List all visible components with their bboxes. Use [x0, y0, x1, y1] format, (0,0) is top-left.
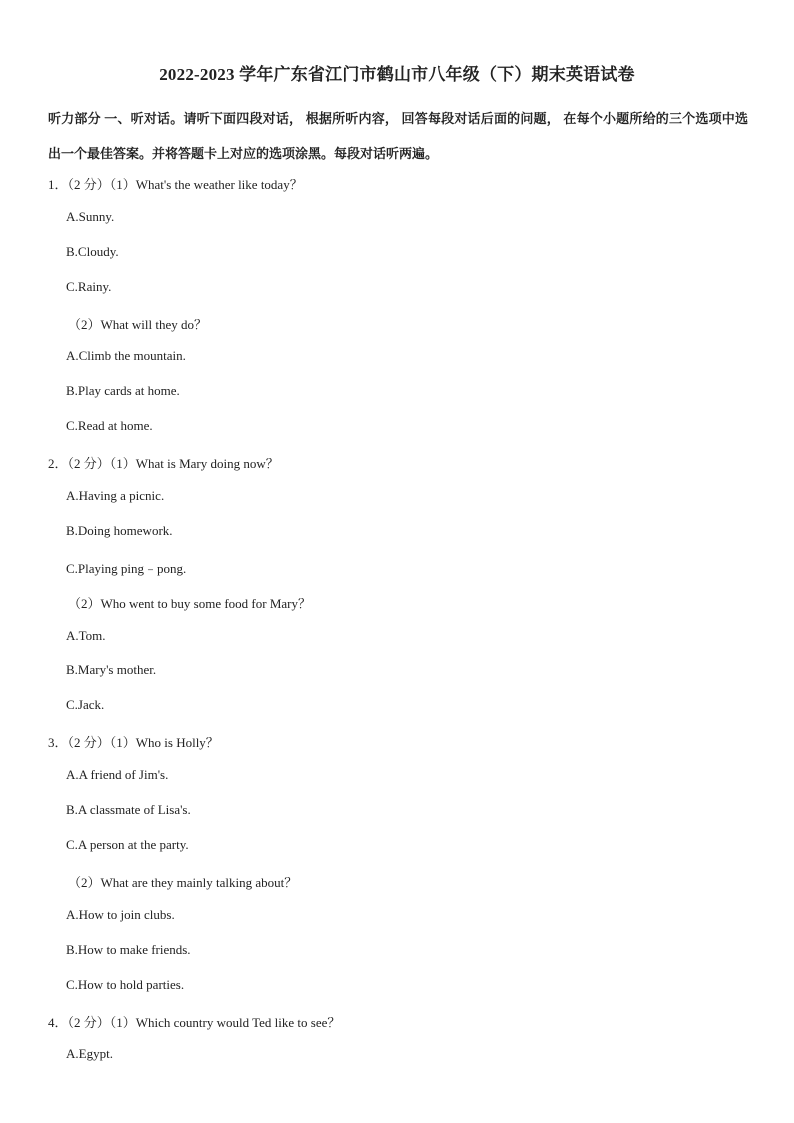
- answer-option: A.Tom.: [66, 628, 106, 643]
- answer-option: C.How to hold parties.: [66, 977, 185, 992]
- listening-instructions: 听力部分 一、听对话。请听下面四段对话， 根据所听内容， 回答每段对话后面的问题， 在每个小题所给的三个选项中选出一个最佳答案。并将答题卡上对应的选项涂黑。每段对话听两遍。: [48, 111, 748, 161]
- question-header: 1．（2 分）（1）What's the weather like today？: [48, 177, 303, 192]
- sub-question: （2）What will they do？: [68, 317, 208, 332]
- answer-option: B.How to make friends.: [66, 942, 191, 957]
- answer-option: A.Climb the mountain.: [66, 348, 186, 363]
- answer-option: A.A friend of Jim's.: [66, 767, 169, 782]
- answer-option: B.Play cards at home.: [66, 383, 180, 398]
- answer-option: A.Sunny.: [66, 209, 115, 224]
- sub-question: （2）Who went to buy some food for Mary？: [68, 596, 311, 611]
- question-header: 2．（2 分）（1）What is Mary doing now？: [48, 456, 279, 471]
- answer-option: C.Jack.: [66, 697, 105, 712]
- question-header: 3．（2 分）（1）Who is Holly？: [48, 735, 219, 750]
- answer-option: C.A person at the party.: [66, 837, 189, 852]
- answer-option: B.A classmate of Lisa's.: [66, 802, 191, 817]
- question-header: 4．（2 分）（1）Which country would Ted like to see？: [48, 1015, 341, 1030]
- answer-option: C.Read at home.: [66, 418, 153, 433]
- page-title: 2022-2023 学年广东省江门市鹤山市八年级（下）期末英语试卷: [159, 65, 635, 84]
- answer-option: C.Playing ping﹣pong.: [66, 561, 187, 576]
- answer-option: B.Cloudy.: [66, 244, 119, 259]
- answer-option: B.Doing homework.: [66, 523, 173, 538]
- answer-option: B.Mary's mother.: [66, 662, 157, 677]
- answer-option: A.Having a picnic.: [66, 488, 165, 503]
- answer-option: A.Egypt.: [66, 1046, 113, 1061]
- sub-question: （2）What are they mainly talking about？: [68, 875, 298, 890]
- answer-option: A.How to join clubs.: [66, 907, 175, 922]
- answer-option: C.Rainy.: [66, 279, 112, 294]
